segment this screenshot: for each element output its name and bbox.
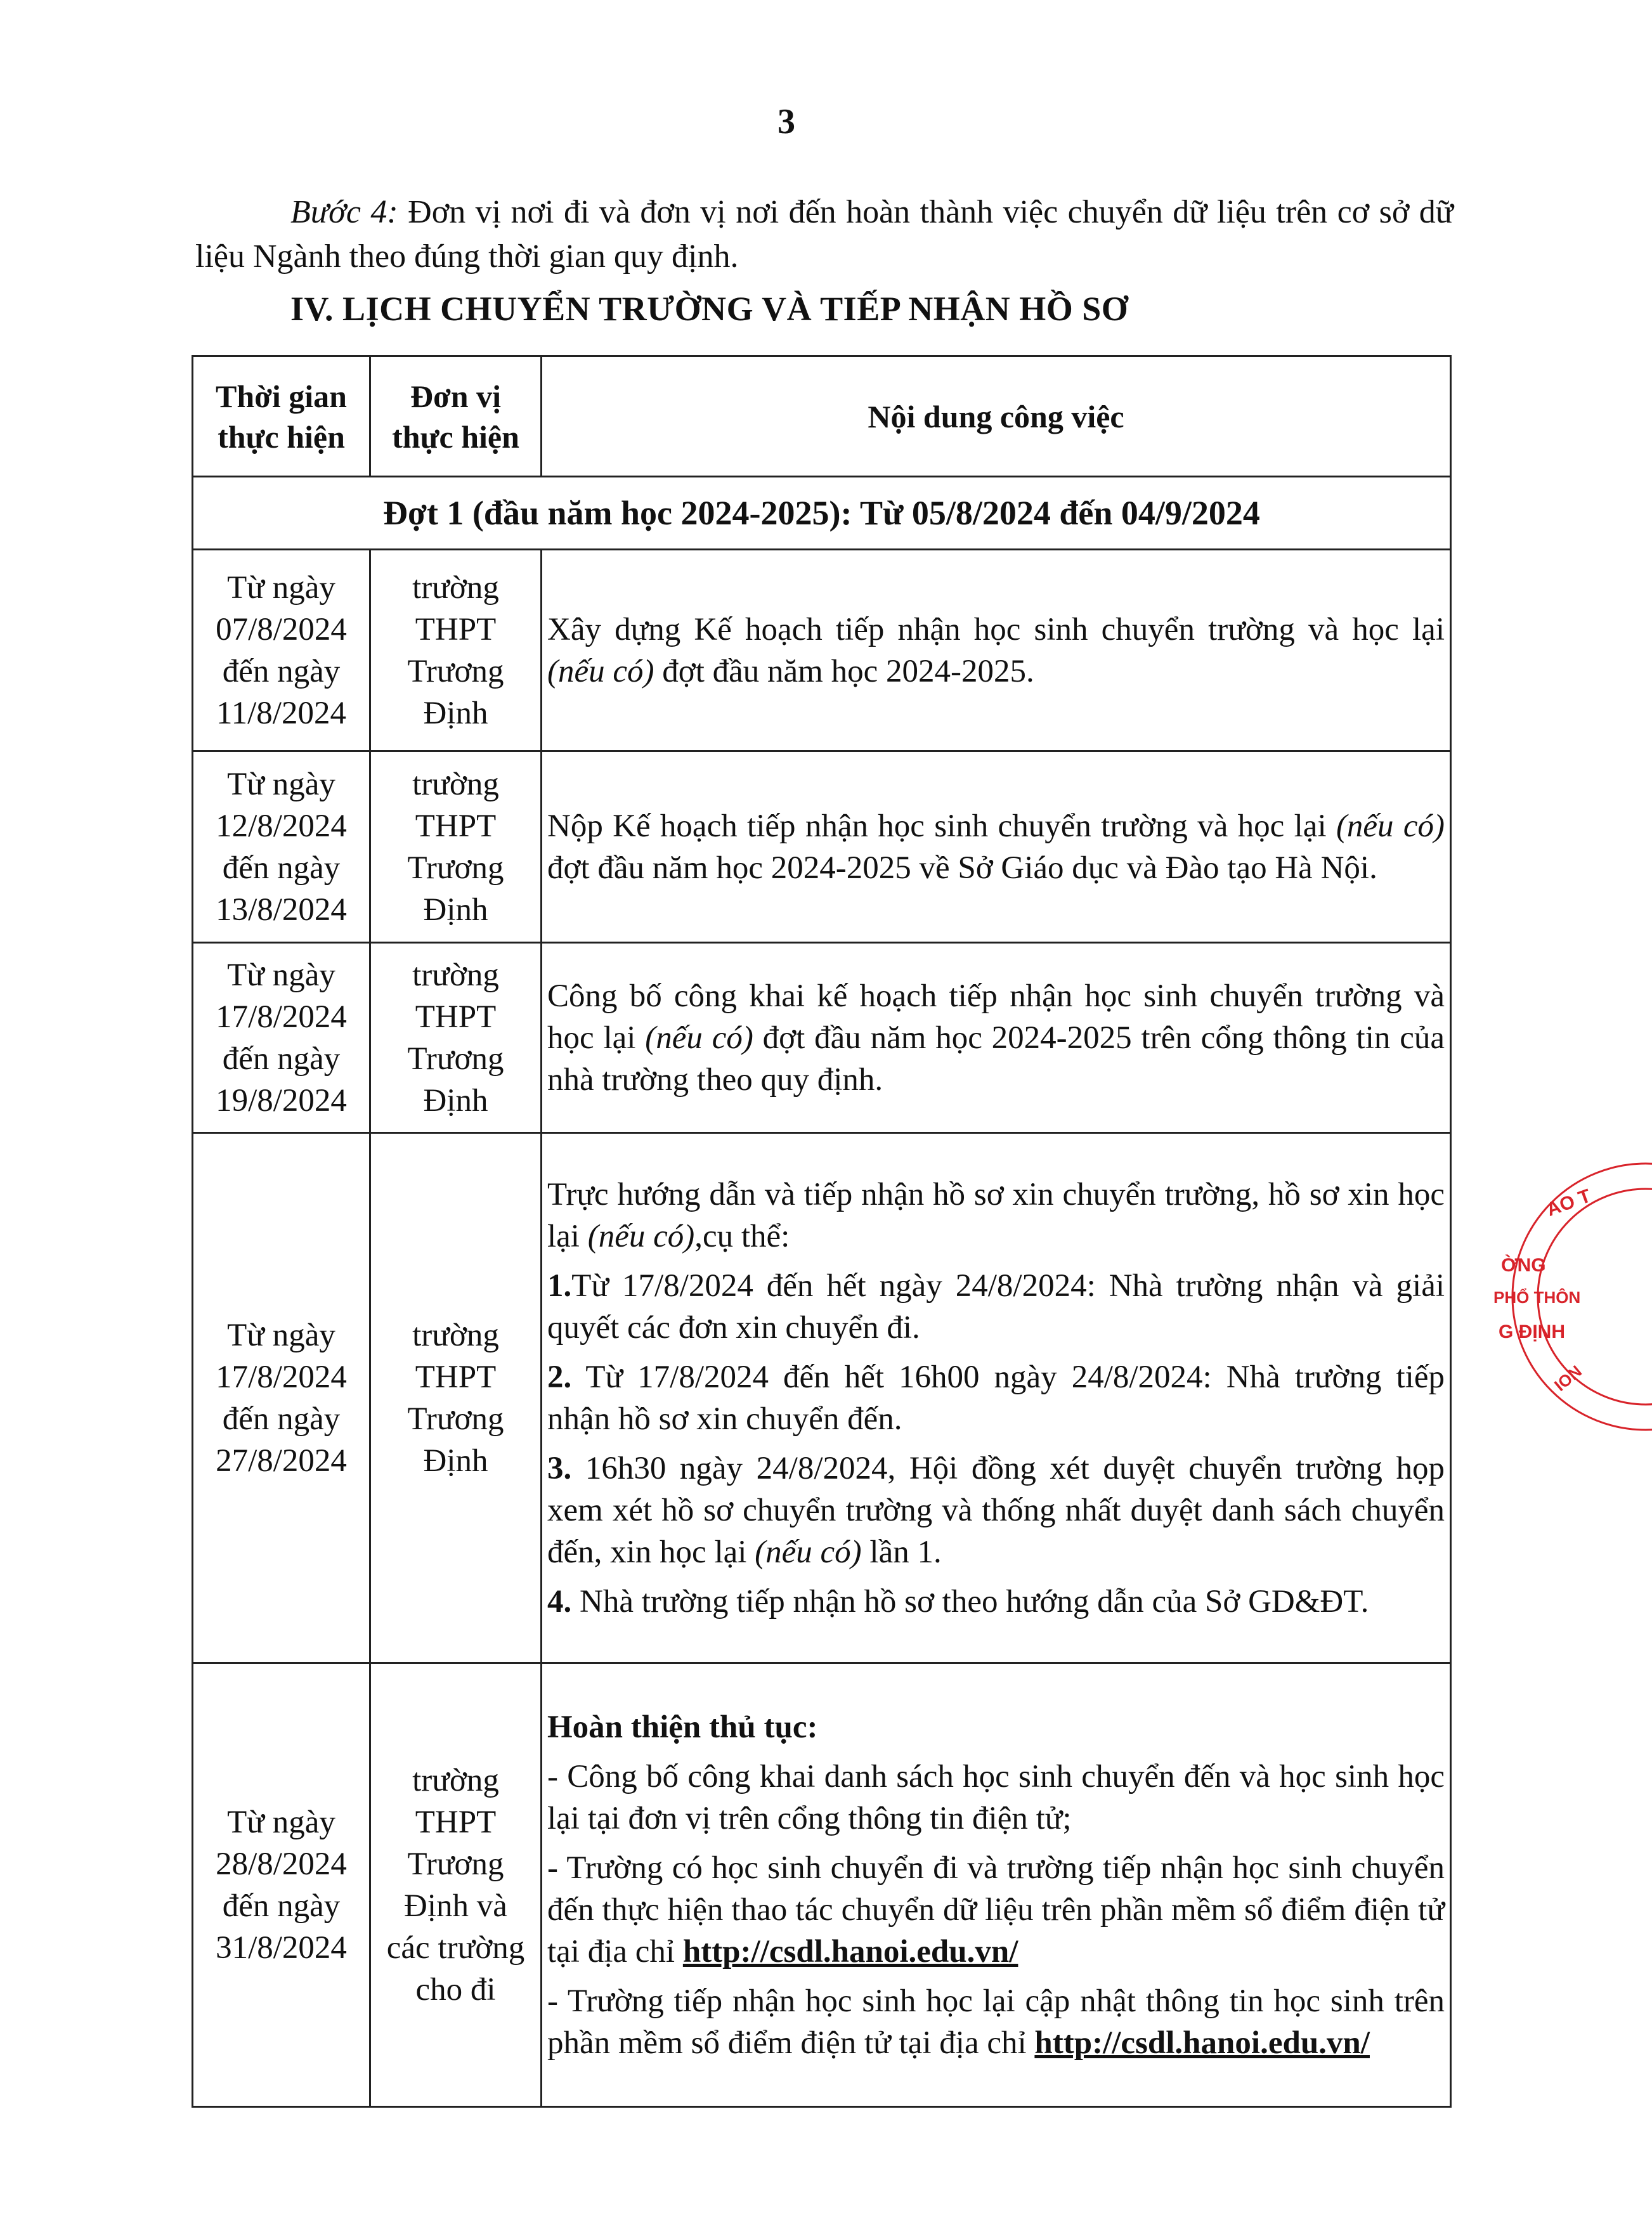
schedule-table bbox=[192, 355, 1452, 2108]
item-number: 2. bbox=[547, 1359, 572, 1395]
task-bullet-2 bbox=[547, 1847, 1445, 1973]
time-line: đến ngày bbox=[222, 1041, 341, 1077]
task-text: đợt đầu năm học 2024-2025. bbox=[654, 653, 1034, 689]
unit-line: Trương bbox=[407, 850, 504, 886]
unit-line: Trương bbox=[407, 1846, 504, 1882]
time-line: 13/8/2024 bbox=[216, 892, 347, 928]
unit-line: Định bbox=[423, 695, 488, 731]
time-line: Từ ngày bbox=[227, 569, 335, 606]
step-label: Bước 4: bbox=[290, 194, 398, 230]
task-note: (nếu có) bbox=[1336, 808, 1445, 844]
task-text: Trực hướng dẫn và tiếp nhận hồ sơ xin chuyển trường, hồ sơ xin học lại bbox=[547, 1176, 1445, 1254]
time-line: 12/8/2024 bbox=[216, 808, 347, 844]
item-text: Từ 17/8/2024 đến hết 16h00 ngày 24/8/2024: Nhà trường tiếp nhận hồ sơ xin chuyển đến. bbox=[547, 1359, 1445, 1437]
item-text: lần 1. bbox=[861, 1534, 942, 1570]
table-row bbox=[193, 943, 1451, 1133]
unit-line: THPT bbox=[415, 808, 497, 844]
unit-line: Định bbox=[423, 1443, 488, 1479]
table-row bbox=[193, 550, 1451, 751]
time-line: đến ngày bbox=[222, 850, 341, 886]
header-time-line1: Thời gian bbox=[216, 378, 347, 414]
task-text: Công bố công khai kế hoạch tiếp nhận học sinh chuyển trường và học lại bbox=[547, 978, 1445, 1056]
task-note: (nếu có) bbox=[755, 1534, 862, 1570]
seal-fragment: AO T bbox=[1544, 1185, 1594, 1221]
unit-line: Định bbox=[423, 1082, 488, 1119]
time-line: đến ngày bbox=[222, 1401, 341, 1437]
time-line: 27/8/2024 bbox=[216, 1443, 347, 1479]
task-bullet-3 bbox=[547, 1980, 1445, 2064]
time-line: Từ ngày bbox=[227, 766, 335, 802]
header-task: Nội dung công việc bbox=[542, 356, 1451, 477]
item-text: Nhà trường tiếp nhận hồ sơ theo hướng dẫn của Sở GD&ĐT. bbox=[571, 1583, 1369, 1619]
unit-line: Trương bbox=[407, 1401, 504, 1437]
intro-paragraph bbox=[195, 190, 1454, 279]
time-line: 17/8/2024 bbox=[216, 1359, 347, 1395]
header-unit-line1: Đơn vị bbox=[410, 378, 501, 414]
time-cell bbox=[193, 751, 370, 943]
unit-line: trường bbox=[412, 957, 499, 993]
official-seal bbox=[1487, 1164, 1652, 1430]
unit-cell bbox=[370, 550, 542, 751]
phase-row bbox=[193, 477, 1451, 550]
task-bullet-1: - Công bố công khai danh sách học sinh chuyển đến và học sinh học lại tại đơn vị trên cổng thông tin điện tử; bbox=[547, 1758, 1445, 1836]
unit-cell bbox=[370, 751, 542, 943]
task-note: (nếu có) bbox=[587, 1218, 695, 1254]
time-line: 11/8/2024 bbox=[216, 695, 346, 731]
item-number: 4. bbox=[547, 1583, 572, 1619]
time-line: 31/8/2024 bbox=[216, 1930, 347, 1966]
header-time-line2: thực hiện bbox=[218, 418, 345, 455]
item-text: 16h30 ngày 24/8/2024, Hội đồng xét duyệt chuyển trường họp xem xét hồ sơ chuyển trường và thống nhất duyệt danh sách chuyển đến, xin học lại bbox=[547, 1450, 1445, 1570]
unit-line: Trương bbox=[407, 653, 504, 689]
time-line: 07/8/2024 bbox=[216, 611, 347, 647]
task-cell bbox=[542, 943, 1451, 1133]
seal-fragment: ION bbox=[1551, 1361, 1585, 1395]
table-header-row bbox=[193, 356, 1451, 477]
time-cell bbox=[193, 550, 370, 751]
intro-text: Đơn vị nơi đi và đơn vị nơi đến hoàn thành việc chuyển dữ liệu trên cơ sở dữ liệu Ngành theo đúng thời gian quy định. bbox=[195, 194, 1454, 275]
unit-line: THPT bbox=[415, 1359, 497, 1395]
task-heading: Hoàn thiện thủ tục: bbox=[547, 1709, 818, 1745]
time-line: Từ ngày bbox=[227, 957, 335, 993]
unit-line: THPT bbox=[415, 1804, 497, 1840]
time-line: 17/8/2024 bbox=[216, 999, 347, 1035]
task-note: (nếu có) bbox=[547, 653, 654, 689]
header-time bbox=[193, 356, 370, 477]
phase-label: Đợt 1 (đầu năm học 2024-2025): Từ 05/8/2024 đến 04/9/2024 bbox=[193, 477, 1451, 550]
section-title: IV. LỊCH CHUYỂN TRƯỜNG VÀ TIẾP NHẬN HỒ SƠ bbox=[290, 290, 1129, 328]
unit-line: THPT bbox=[415, 999, 497, 1035]
task-cell bbox=[542, 550, 1451, 751]
time-cell bbox=[193, 1663, 370, 2107]
unit-cell bbox=[370, 943, 542, 1133]
task-text: - Trường tiếp nhận học sinh học lại cập nhật thông tin học sinh trên phần mềm sổ điểm điện tử tại địa chỉ bbox=[547, 1983, 1445, 2061]
unit-cell bbox=[370, 1663, 542, 2107]
unit-line: cho đi bbox=[415, 1971, 496, 2008]
task-note: (nếu có) bbox=[645, 1020, 753, 1056]
csdl-link-1[interactable]: http://csdl.hanoi.edu.vn/ bbox=[682, 1933, 1018, 1969]
time-line: đến ngày bbox=[222, 1888, 341, 1924]
unit-line: trường bbox=[412, 1762, 499, 1798]
time-line: 19/8/2024 bbox=[216, 1082, 347, 1119]
task-text: - Trường có học sinh chuyển đi và trường tiếp nhận học sinh chuyển đến thực hiện thao tác chuyển dữ liệu trên phần mềm sổ điểm điện tử tại địa chỉ bbox=[547, 1850, 1445, 1969]
csdl-link-2[interactable]: http://csdl.hanoi.edu.vn/ bbox=[1034, 2025, 1370, 2061]
unit-line: Định và bbox=[404, 1888, 507, 1924]
unit-line: trường bbox=[412, 569, 499, 606]
table-row bbox=[193, 751, 1451, 943]
time-cell bbox=[193, 1133, 370, 1663]
task-text: Xây dựng Kế hoạch tiếp nhận học sinh chuyển trường và học lại bbox=[547, 611, 1445, 647]
page-number: 3 bbox=[777, 102, 795, 141]
task-item-1 bbox=[547, 1265, 1445, 1349]
unit-line: THPT bbox=[415, 611, 497, 647]
task-cell bbox=[542, 1133, 1451, 1663]
seal-fragment: ỜNG bbox=[1501, 1255, 1546, 1276]
table-row bbox=[193, 1663, 1451, 2107]
task-text: Nộp Kế hoạch tiếp nhận học sinh chuyển trường và học lại bbox=[547, 808, 1336, 844]
unit-line: Định bbox=[423, 892, 488, 928]
time-cell bbox=[193, 943, 370, 1133]
seal-fragment: PHỔ THÔN bbox=[1493, 1288, 1581, 1307]
item-text: Từ 17/8/2024 đến hết ngày 24/8/2024: Nhà trường nhận và giải quyết các đơn xin chuyển đi. bbox=[547, 1268, 1445, 1346]
seal-fragment: G ĐỊNH bbox=[1499, 1321, 1565, 1342]
time-line: đến ngày bbox=[222, 653, 341, 689]
unit-line: trường bbox=[412, 1317, 499, 1353]
header-unit bbox=[370, 356, 542, 477]
unit-cell bbox=[370, 1133, 542, 1663]
task-text: ,cụ thể: bbox=[694, 1218, 790, 1254]
time-line: Từ ngày bbox=[227, 1317, 335, 1353]
task-intro bbox=[547, 1174, 1445, 1257]
task-item-2 bbox=[547, 1356, 1445, 1440]
task-item-3 bbox=[547, 1448, 1445, 1573]
task-item-4 bbox=[547, 1581, 1445, 1623]
item-number: 3. bbox=[547, 1450, 572, 1486]
header-unit-line2: thực hiện bbox=[392, 418, 519, 455]
unit-line: trường bbox=[412, 766, 499, 802]
unit-line: các trường bbox=[386, 1930, 525, 1966]
task-text: đợt đầu năm học 2024-2025 về Sở Giáo dục và Đào tạo Hà Nội. bbox=[547, 850, 1377, 886]
table-row bbox=[193, 1133, 1451, 1663]
item-number: 1. bbox=[547, 1268, 572, 1304]
time-line: 28/8/2024 bbox=[216, 1846, 347, 1882]
task-cell bbox=[542, 751, 1451, 943]
unit-line: Trương bbox=[407, 1041, 504, 1077]
time-line: Từ ngày bbox=[227, 1804, 335, 1840]
task-cell bbox=[542, 1663, 1451, 2107]
task-text: đợt đầu năm học 2024-2025 trên cổng thông tin của nhà trường theo quy định. bbox=[547, 1020, 1445, 1098]
